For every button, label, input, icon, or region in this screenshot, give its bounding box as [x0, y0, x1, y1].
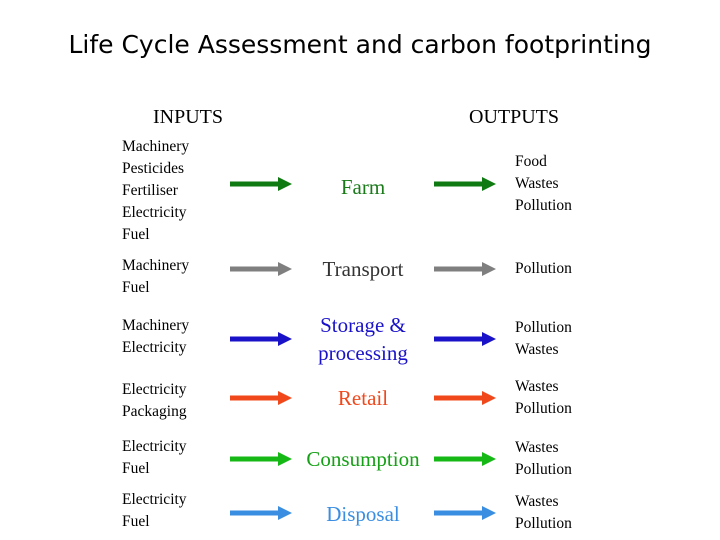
- consumption-output-arrow: [434, 452, 496, 466]
- farm-input-arrow: [230, 177, 292, 191]
- transport-inputs: [122, 254, 232, 300]
- page-title: Life Cycle Assessment and carbon footprinting: [68, 30, 652, 59]
- stage-disposal: Disposal: [326, 502, 400, 526]
- input-item: Machinery: [122, 317, 190, 334]
- storage-and-processing-input-arrow: [230, 332, 292, 346]
- output-item: Wastes: [515, 378, 559, 395]
- output-item: Wastes: [515, 341, 559, 358]
- output-item: Food: [515, 153, 547, 170]
- retail-outputs: [515, 376, 635, 420]
- output-item: Pollution: [515, 319, 572, 336]
- consumption-inputs: [122, 435, 232, 481]
- consumption-outputs: [515, 437, 635, 481]
- output-item: Pollution: [515, 260, 572, 277]
- farm-output-arrow: [434, 177, 496, 191]
- stage-farm: Farm: [340, 175, 386, 199]
- transport-input-arrow: [230, 262, 292, 276]
- stage-storage-and-processing: Storage & processing: [318, 313, 408, 365]
- inputs-header: INPUTS: [153, 106, 224, 128]
- stage-retail: Retail: [337, 386, 389, 410]
- input-item: Pesticides: [122, 160, 184, 177]
- input-item: Electricity: [122, 204, 187, 221]
- output-item: Pollution: [515, 461, 572, 478]
- transport-outputs: [515, 258, 635, 280]
- retail-output-arrow: [434, 391, 496, 405]
- input-item: Machinery: [122, 257, 190, 274]
- input-item: Electricity: [122, 491, 187, 508]
- retail-inputs: [122, 378, 232, 424]
- retail-input-arrow: [230, 391, 292, 405]
- input-item: Fuel: [122, 279, 150, 296]
- output-item: Pollution: [515, 400, 572, 417]
- input-item: Electricity: [122, 339, 187, 356]
- input-item: Fuel: [122, 513, 150, 530]
- output-item: Pollution: [515, 515, 572, 532]
- output-item: Pollution: [515, 197, 572, 214]
- input-item: Fertiliser: [122, 182, 178, 199]
- storage-and-processing-inputs: [122, 314, 232, 360]
- disposal-output-arrow: [434, 506, 496, 520]
- input-item: Electricity: [122, 381, 187, 398]
- outputs-header: OUTPUTS: [469, 106, 560, 128]
- stage-consumption: Consumption: [306, 447, 420, 471]
- input-item: Fuel: [122, 226, 150, 243]
- output-item: Wastes: [515, 175, 559, 192]
- input-item: Packaging: [122, 403, 187, 420]
- farm-outputs: [515, 151, 635, 217]
- farm-inputs: [122, 138, 232, 244]
- stage-transport: Transport: [322, 257, 404, 281]
- output-item: Wastes: [515, 493, 559, 510]
- input-item: Fuel: [122, 460, 150, 477]
- disposal-outputs: [515, 491, 635, 535]
- input-item: Machinery: [122, 138, 190, 155]
- output-item: Wastes: [515, 439, 559, 456]
- consumption-input-arrow: [230, 452, 292, 466]
- storage-and-processing-outputs: [515, 317, 635, 361]
- storage-and-processing-output-arrow: [434, 332, 496, 346]
- disposal-inputs: [122, 488, 232, 534]
- input-item: Electricity: [122, 438, 187, 455]
- disposal-input-arrow: [230, 506, 292, 520]
- transport-output-arrow: [434, 262, 496, 276]
